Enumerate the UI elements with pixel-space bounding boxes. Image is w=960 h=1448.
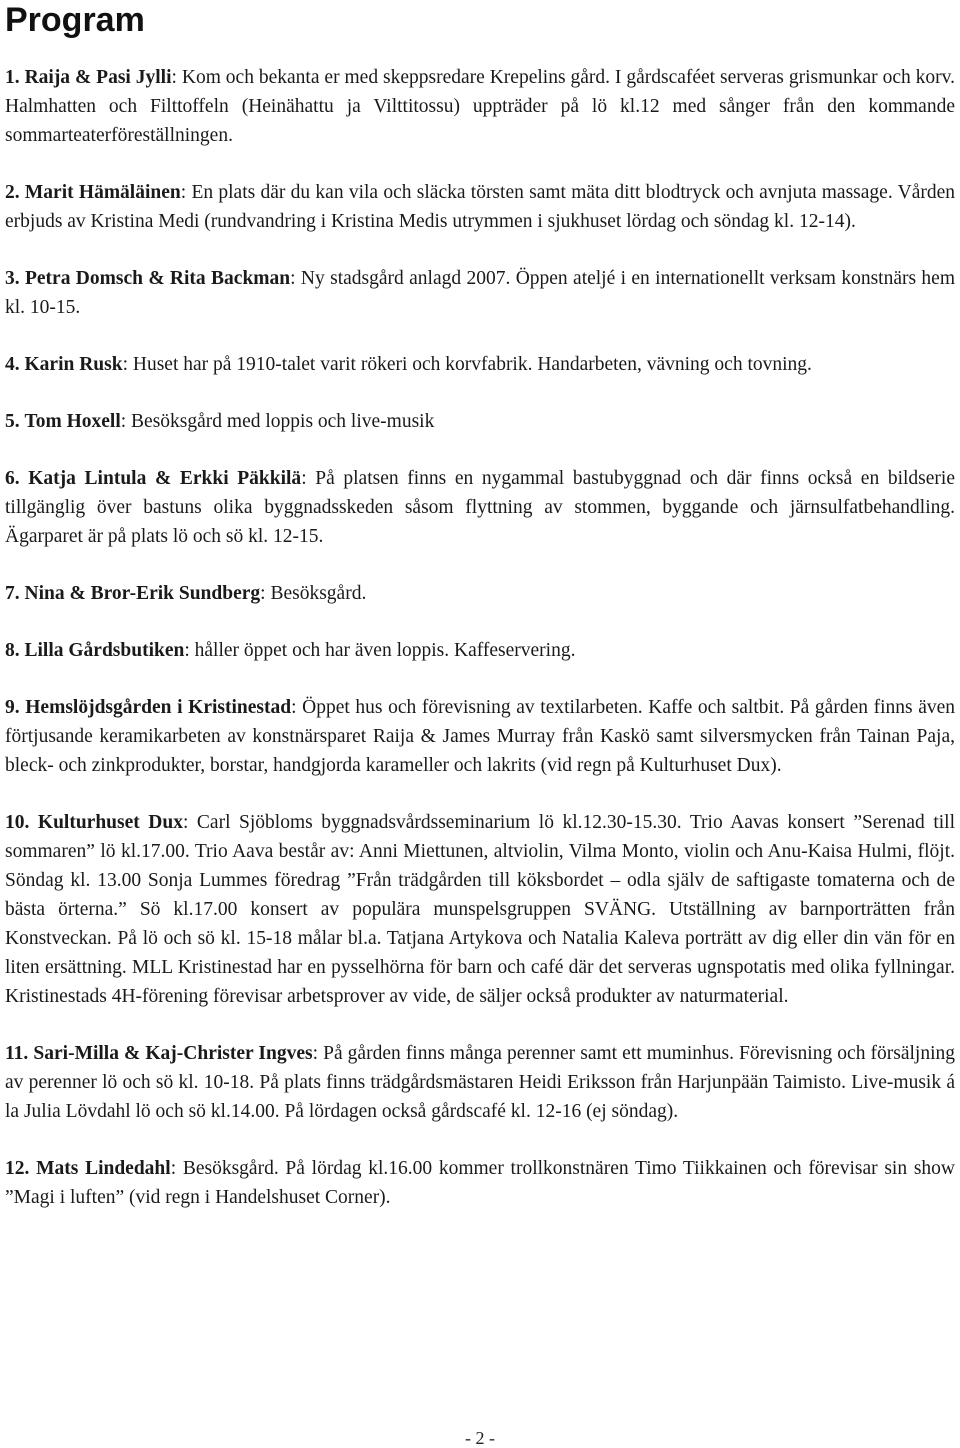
item-description: : Carl Sjöbloms byggnadsvårdsseminarium lö kl.12.30-15.30. Trio Aavas konsert ”Serenad till sommaren” lö kl.17.00. Trio Aava består av: Anni Miettunen, altviolin, Vilma Monto, violin och Anu-Kaisa Hulmi, flöjt. Söndag kl. 13.00 Sonja Lummes föredrag ”Från trädgården till köksbordet – odla själv de saftigaste tomaterna och de bästa örterna.” Sö kl.17.00 konsert av populära munspelsgruppen SVÄNG. Utställning av barnporträtten från Konstveckan. På lö och sö kl. 15-18 målar bl.a. Tatjana Artykova och Natalia Kaleva porträtt av dig eller din vän för en liten ersättning. MLL Kristinestad har en pysselhörna för barn och café där det serveras ugnspotatis med olika fyllningar. Kristinestads 4H-förening förevisar arbetsprover av vide, de säljer också produkter av naturmaterial. [5,812,956,1007]
program-item-7 [5,579,955,608]
program-item-2 [5,178,955,236]
item-number: 7. [5,583,20,604]
page-number: - 2 - [465,1428,495,1448]
program-item-10 [5,808,955,1011]
item-host: Marit Hämäläinen [24,182,181,203]
page-title: Program [5,1,145,39]
item-description: : På platsen finns en nygammal bastubyggnad och där finns också en bildserie tillgänglig över bastuns olika byggnadsskeden såsom flyttning av stommen, byggande och järnsulfatbehandling. Ägarparet är på plats lö och sö kl. 12-15. [5,468,955,547]
item-description: : Kom och bekanta er med skeppsredare Krepelins gård. I gårdscaféet serveras grismunkar och korv. Halmhatten och Filttoffeln (Heinähattu ja Vilttitossu) uppträder på lö kl.12 med sånger från den kommande sommarteaterföreställningen. [5,67,956,146]
item-host: Karin Rusk [24,354,123,375]
item-description: : Besöksgård. På lördag kl.16.00 kommer trollkonstnären Timo Tiikkainen och förevisar sin show ”Magi i luften” (vid regn i Handelshuset Corner). [5,1158,955,1208]
program-item-6 [5,464,955,551]
item-description: : Huset har på 1910-talet varit rökeri och korvfabrik. Handarbeten, vävning och tovning. [122,354,812,375]
item-number: 12. [5,1158,30,1179]
item-host: Katja Lintula & Erkki Päkkilä [28,468,302,489]
item-number: 10. [5,812,30,833]
item-number: 4. [5,354,20,375]
item-host: Nina & Bror-Erik Sundberg [24,583,261,604]
item-host: Mats Lindedahl [36,1158,171,1179]
item-number: 5. [5,411,20,432]
item-description: : På gården finns många perenner samt ett muminhus. Förevisning och försäljning av perenner lö och sö kl. 10-18. På plats finns trädgårdsmästaren Heidi Eriksson från Harjunpään Taimisto. Live-musik á la Julia Lövdahl lö och sö kl.14.00. På lördagen också gårdscafé kl. 12-16 (ej söndag). [5,1043,956,1122]
item-host: Lilla Gårdsbutiken [24,640,185,661]
item-host: Sari-Milla & Kaj-Christer Ingves [33,1043,313,1064]
item-number: 11. [5,1043,29,1064]
item-host: Hemslöjdsgården i Kristinestad [25,697,292,718]
item-description: : håller öppet och har även loppis. Kaffeservering. [184,640,576,661]
item-host: Petra Domsch & Rita Backman [24,268,291,289]
item-number: 2. [5,182,20,203]
item-description: : Besöksgård. [260,583,367,604]
program-item-12 [5,1154,955,1212]
item-number: 3. [5,268,20,289]
item-host: Raija & Pasi Jylli [24,67,172,88]
item-description: : Öppet hus och förevisning av textilarbeten. Kaffe och saltbit. På gården finns även förtjusande keramikarbeten av konstnärsparet Raija & James Murray från Kaskö samt silversmycken från Tainan Paja, bleck- och zinkprodukter, borstar, handgjorda karameller och lakrits (vid regn på Kulturhuset Dux). [5,697,956,776]
item-host: Kulturhuset Dux [37,812,183,833]
program-item-9 [5,693,955,780]
item-description: : Besöksgård med loppis och live-musik [120,411,435,432]
program-item-11 [5,1039,955,1126]
program-item-3 [5,264,955,322]
item-number: 8. [5,640,20,661]
item-host: Tom Hoxell [24,411,121,432]
program-item-8 [5,636,955,665]
item-number: 6. [5,468,20,489]
program-item-4 [5,350,955,379]
program-item-5 [5,407,955,436]
item-number: 9. [5,697,20,718]
item-description: : En plats där du kan vila och släcka törsten samt mäta ditt blodtryck och avnjuta massage. Vården erbjuds av Kristina Medi (rundvandring i Kristina Medis utrymmen i sjukhuset lördag och söndag kl. 12-14). [5,182,955,232]
program-item-1 [5,63,955,150]
item-number: 1. [5,67,20,88]
item-description: : Ny stadsgård anlagd 2007. Öppen ateljé i en internationellt verksam konstnärs hem kl. 10-15. [5,268,955,318]
document-page [5,0,955,1212]
